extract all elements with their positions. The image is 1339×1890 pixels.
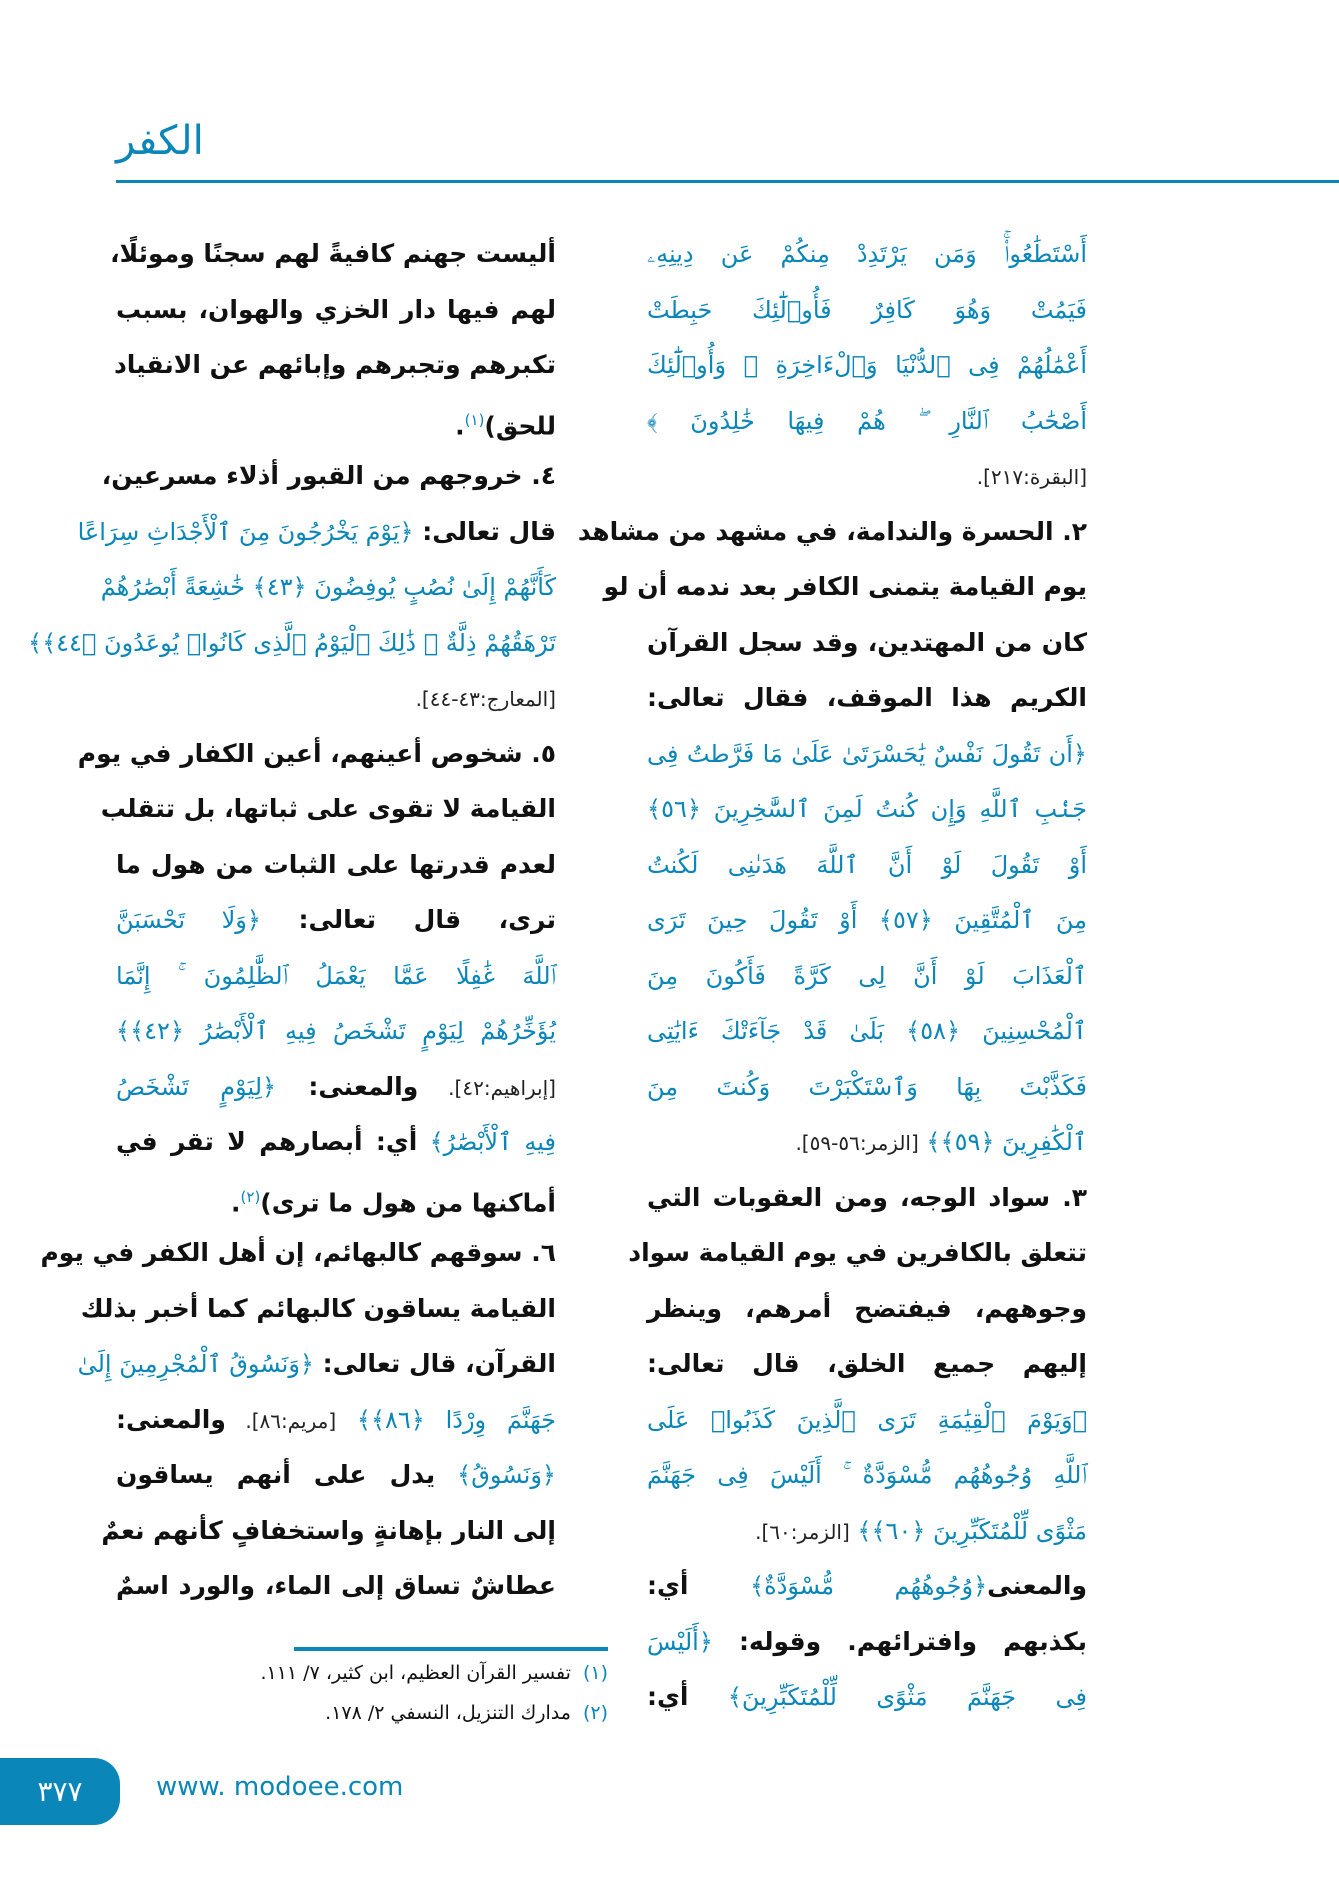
body-text: إليهم جميع الخلق، قال تعالى: [647,1349,1087,1378]
text-line [116,837,556,893]
verse-reference: [البقرة:٢١٧]. [976,465,1087,489]
text-line [647,1059,1087,1115]
body-text: قال تعالى: [413,516,556,546]
text-line [40,1225,556,1281]
footnote-1 [160,1662,608,1684]
body-text: بكذبهم وافترائهم. وقوله: [712,1626,1087,1656]
text-line [647,726,1087,782]
text-line [647,337,1087,393]
quran-verse: أَسْتَطَٰعُوا۟ۚ وَمَن يَرْتَدِدْ مِنكُمْ عَن دِينِهِۦ [647,240,1087,268]
body-text: يدل على أنهم يساقون [116,1460,436,1489]
text-line [647,1447,1087,1503]
text-line [110,226,556,282]
page-number: ٣٧٧ [0,1758,120,1825]
text-line [577,504,1087,560]
footnote-divider [294,1647,608,1651]
text-line [647,615,1087,671]
text-line [647,448,1087,504]
text-line [647,1281,1087,1337]
quran-verse: ٱللَّهَ غَٰفِلًا عَمَّا يَعْمَلُ ٱلظَّٰلِمُونَ ۚ إِنَّمَا [116,961,556,990]
body-text: ٢. الحسرة والندامة، في مشهد من مشاهد [577,516,1087,546]
quran-verse: كَأَنَّهُمْ إِلَىٰ نُصُبٍ يُوفِضُونَ ﴿٤٣﴾ خَٰشِعَةً أَبْصَٰرُهُمْ [100,573,556,601]
text-line [647,1114,1087,1170]
text-line [647,948,1087,1004]
text-line [647,282,1087,338]
quran-verse: ﴿لِيَوْمٍ تَشْخَصُ [116,1072,277,1101]
text-line [116,393,556,449]
quran-verse: ٱلْكَٰفِرِينَ ﴿٥٩﴾﴾ [918,1128,1087,1156]
verse-reference: [المعارج:٤٣-٤٤]. [415,687,556,711]
quran-verse: ﴿أَن تَقُولَ نَفْسٌ يَٰحَسْرَتَىٰ عَلَىٰ مَا فَرَّطتُ فِى [647,739,1087,768]
verse-reference: [مريم:٨٦]. [225,1408,337,1433]
text-line [647,1669,1087,1725]
body-text: أماكنها من هول ما ترى) [260,1187,556,1217]
quran-verse: جَهَنَّمَ وِرْدًا ﴿٨٦﴾﴾ [336,1405,556,1434]
text-line [116,1558,556,1614]
quran-verse: ٱللَّهِ وُجُوهُهُم مُّسْوَدَّةٌ ۚ أَلَيْسَ فِى جَهَنَّمَ [647,1461,1087,1489]
text-line [647,1003,1087,1059]
body-text: يوم القيامة يتمنى الكافر بعد ندمه أن لو [603,572,1087,601]
text-line [101,1503,556,1559]
text-line [647,1614,1087,1670]
quran-verse: ﴿وُجُوهُهُم مُّسْوَدَّةٌ﴾ [750,1572,988,1600]
footnote-text: مدارك التنزيل، النسفي ٢/ ١٧٨. [325,1702,571,1724]
body-text: ترى، قال تعالى: [260,905,556,934]
quran-verse: ﴿وَيَوْمَ ٱلْقِيَٰمَةِ تَرَى ٱلَّذِينَ كَذَبُوا۟ عَلَى [647,1405,1087,1434]
body-text: أي: [647,1571,751,1600]
text-line [116,1392,556,1448]
body-text: القيامة لا تقوى على ثباتها، بل تتقلب [100,794,556,823]
text-line [77,726,556,782]
quran-verse: فِى جَهَنَّمَ مَثْوًى لِّلْمُتَكَبِّرِينَ﴾ [688,1683,1087,1711]
body-text: الكريم هذا الموقف، فقال تعالى: [647,683,1087,712]
quran-verse: أَصْحَٰبُ ٱلنَّارِ ۖ هُمْ فِيهَا خَٰلِدُونَ ﴾ [647,406,1087,435]
text-line [647,670,1087,726]
footnote-number: (٢) [582,1702,608,1724]
body-text: والمعنى [987,1571,1087,1600]
text-line [113,337,556,393]
body-text: لعدم قدرتها على الثبات من هول ما [116,849,556,879]
footnote-number: (١) [582,1662,608,1684]
quran-verse: ٱلْمُحْسِنِينَ ﴿٥٨﴾ بَلَىٰ قَدْ جَآءَتْكَ ءَايَٰتِى [647,1017,1087,1045]
quran-verse: ﴿وَنَسُوقُ ٱلْمُجْرِمِينَ إِلَىٰ [77,1350,314,1378]
text-line [647,1503,1087,1559]
footnote-marker: (١) [464,410,485,429]
left-text-column [28,226,556,1614]
text-line [603,559,1087,615]
body-text: للحق) [484,410,556,440]
body-text: والمعنى: [276,1071,419,1101]
text-line [647,837,1087,893]
body-text: لهم فيها دار الخزي والهوان، بسبب [116,294,556,324]
chapter-title: الكفر [116,118,204,164]
text-line [647,1558,1087,1614]
body-text: أي: [647,1682,689,1711]
body-text: أليست جهنم كافيةً لهم سجنًا وموئلًا، [110,239,556,268]
quran-verse: أَوْ تَقُولَ لَوْ أَنَّ ٱللَّهَ هَدَىٰنِى لَكُنتُ [647,850,1087,879]
text-line [647,1392,1087,1448]
text-line [116,1114,556,1170]
verse-reference: [الزمر:٥٦-٥٩]. [795,1131,919,1155]
text-line [647,781,1087,837]
text-line [647,1170,1087,1226]
body-text: . [231,1187,241,1217]
quran-verse: فِيهِ ٱلْأَبْصَٰرُ﴾ [417,1128,556,1156]
quran-verse: مَثْوًى لِّلْمُتَكَبِّرِينَ ﴿٦٠﴾﴾ [849,1516,1087,1545]
text-line [628,1225,1087,1281]
website-link[interactable]: www. modoee.com [156,1772,404,1802]
body-text: ٣. سواد الوجه، ومن العقوبات التي [647,1182,1087,1212]
quran-verse: ﴿وَلَا تَحْسَبَنَّ [116,906,261,934]
quran-verse: جَنۢبِ ٱللَّهِ وَإِن كُنتُ لَمِنَ ٱلسَّٰخِرِينَ ﴿٥٦﴾ [647,795,1087,823]
quran-verse: ﴿أَلَيْسَ [647,1627,713,1656]
text-line [116,670,556,726]
text-line [116,1447,556,1503]
text-line [116,1003,556,1059]
body-text: عطاشٌ تساق إلى الماء، والورد اسمٌ [116,1571,556,1600]
text-line [116,1170,556,1226]
quran-verse: أَعْمَٰلُهُمْ فِى ٱلدُّنْيَا وَٱلْءَاخِرَةِ ۖ وَأُو۟لَٰٓئِكَ [647,351,1087,379]
text-line [116,282,556,338]
body-text: تكبرهم وتجبرهم وإبائهم عن الانقياد [113,350,556,379]
quran-verse: تَرْهَقُهُمْ ذِلَّةٌ ۚ ذَٰلِكَ ٱلْيَوْمُ ٱلَّذِى كَانُوا۟ يُوعَدُونَ ﴿٤٤﴾﴾ [28,628,556,657]
text-line [647,1336,1087,1392]
quran-verse: ﴿وَنَسُوقُ﴾ [435,1461,556,1489]
right-text-column [577,226,1088,1725]
text-line [647,892,1087,948]
quran-verse: مِنَ ٱلْمُتَّقِينَ ﴿٥٧﴾ أَوْ تَقُولَ حِينَ تَرَى [647,906,1088,934]
text-line [647,226,1087,282]
quran-verse: فَكَذَّبْتَ بِهَا وَٱسْتَكْبَرْتَ وَكُنتَ مِنَ [647,1072,1087,1101]
quran-verse: فَيَمُتْ وَهُوَ كَافِرٌ فَأُو۟لَٰٓئِكَ حَبِطَتْ [647,295,1087,324]
text-line [77,504,556,560]
text-line [116,948,556,1004]
text-line [100,781,556,837]
footnote-marker: (٢) [240,1187,261,1206]
text-line [77,1336,556,1392]
text-line [647,393,1087,449]
footnote-text: تفسير القرآن العظيم، ابن كثير، ٧/ ١١١. [260,1662,571,1684]
text-line [28,615,556,671]
body-text: كان من المهتدين، وقد سجل القرآن [647,627,1087,657]
body-text: تتعلق بالكافرين في يوم القيامة سواد [628,1238,1087,1267]
body-text: وجوههم، فيفتضح أمرهم، وينظر [647,1293,1087,1323]
body-text: . [455,410,465,440]
body-text: ٤. خروجهم من القبور أذلاء مسرعين، [101,461,556,490]
body-text: والمعنى: [116,1404,226,1434]
quran-verse: يُؤَخِّرُهُمْ لِيَوْمٍ تَشْخَصُ فِيهِ ٱلْأَبْصَٰرُ ﴿٤٢﴾﴾ [116,1017,556,1045]
header-divider [116,180,1339,183]
text-line [100,559,556,615]
body-text: القرآن، قال تعالى: [313,1349,556,1378]
body-text: إلى النار بإهانةٍ واستخفافٍ كأنهم نعمٌ [101,1515,556,1545]
text-line [116,1059,556,1115]
body-text: ٦. سوقهم كالبهائم، إن أهل الكفر في يوم [40,1238,556,1267]
body-text: القيامة يساقون كالبهائم كما أخبر بذلك [80,1293,556,1323]
verse-reference: [الزمر:٦٠]. [755,1519,850,1544]
quran-verse: ٱلْعَذَابَ لَوْ أَنَّ لِى كَرَّةً فَأَكُونَ مِنَ [647,961,1087,990]
footnote-2 [160,1702,608,1724]
text-line [80,1281,556,1337]
text-line [116,892,556,948]
text-line [101,448,556,504]
verse-reference: [إبراهيم:٤٢]. [418,1075,556,1100]
body-text: أي: أبصارهم لا تقر في [116,1127,418,1156]
body-text: ٥. شخوص أعينهم، أعين الكفار في يوم [77,738,556,768]
quran-verse: ﴿يَوْمَ يَخْرُجُونَ مِنَ ٱلْأَجْدَاثِ سِرَاعًا [77,517,414,546]
